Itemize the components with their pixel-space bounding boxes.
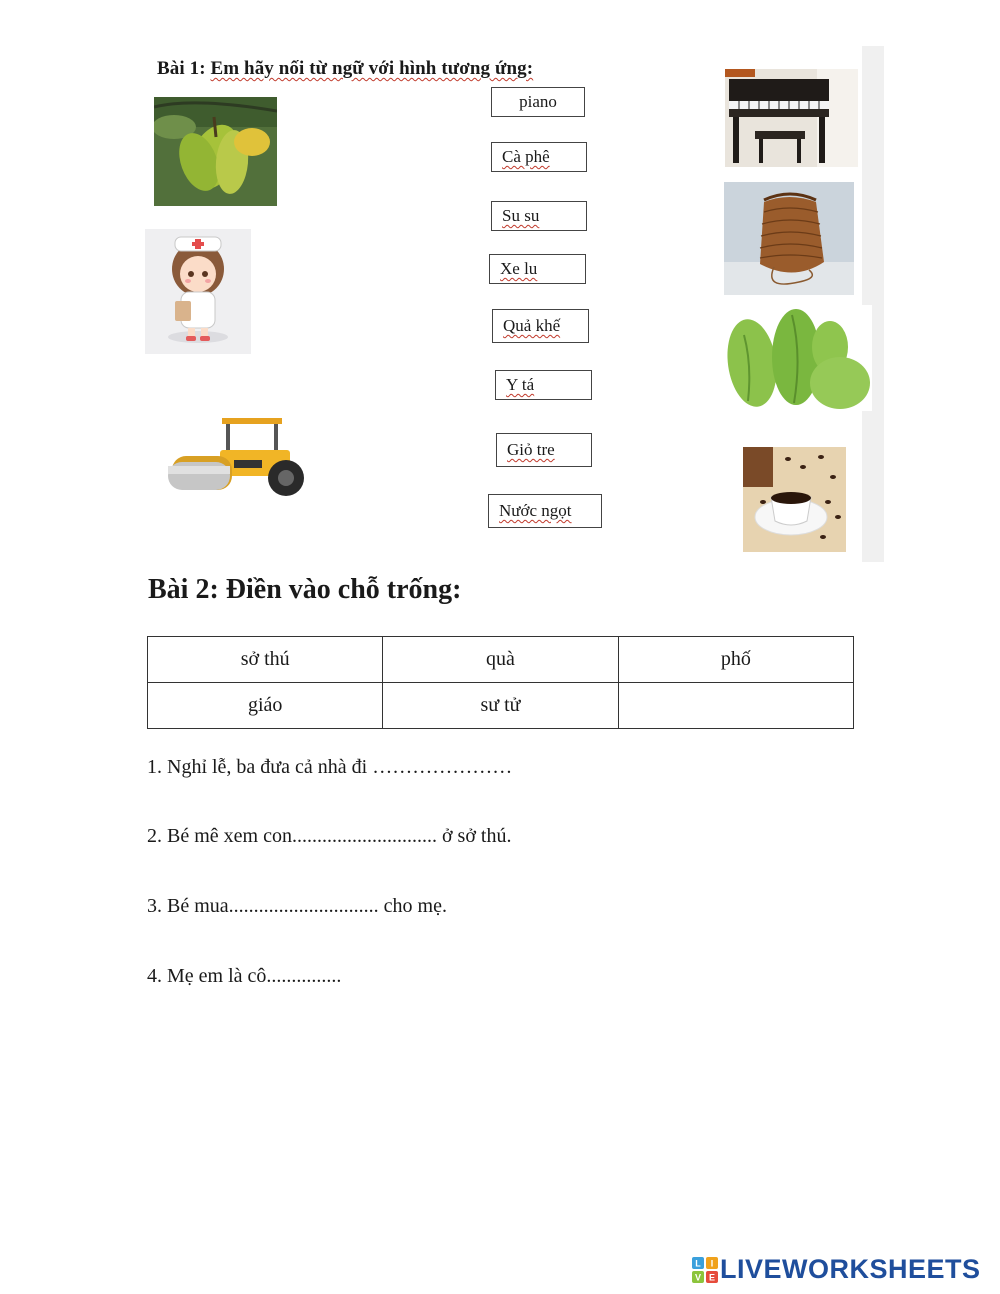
word-box-su-su[interactable] [491,201,587,231]
table-cell: phố [618,637,853,683]
sentence-1[interactable]: 1. Nghỉ lễ, ba đưa cả nhà đi ………………… [147,756,513,778]
sentence-2[interactable]: 2. Bé mê xem con............................. ở sở thú. [147,825,512,847]
sentence-3[interactable]: 3. Bé mua.............................. cho mẹ. [147,895,447,917]
liveworksheets-logo [692,1254,981,1285]
word-label: Xe lu [500,259,538,278]
badge-letter: V [694,1272,702,1282]
chayote-image[interactable] [722,305,872,411]
word-box-gio-tre[interactable] [496,433,592,467]
table-cell: giáo [148,683,383,729]
sentence-4[interactable]: 4. Mẹ em là cô............... [147,965,342,987]
brand-name: LIVEWORKSHEETS [720,1254,981,1284]
table-row [148,637,854,683]
table-cell [618,683,853,729]
word-label: Quả khế [503,316,561,335]
coffee-image[interactable] [743,447,846,552]
word-box-qua-khe[interactable] [492,309,589,343]
word-box-y-ta[interactable] [495,370,592,400]
table-row [148,683,854,729]
image-strip-edge [862,46,884,562]
word-label: piano [519,92,557,111]
exercise-1-instruction: Em hãy nối từ ngữ với hình tương ứng: [210,58,534,79]
badge-letter: L [695,1258,701,1268]
badge-letter: E [708,1272,716,1282]
word-box-nuoc-ngot[interactable] [488,494,602,528]
table-cell: quà [383,637,618,683]
road-roller-image[interactable] [162,414,312,500]
liveworksheets-badge-icon [692,1257,718,1283]
word-label: Giỏ tre [507,440,555,459]
exercise-1-title [157,58,533,80]
word-box-ca-phe[interactable] [491,142,587,172]
badge-letter: I [710,1258,714,1268]
word-box-piano[interactable] [491,87,585,117]
exercise-1-label: Bài 1: [157,58,211,79]
word-label: Nước ngọt [499,501,572,520]
word-box-xe-lu[interactable] [489,254,586,284]
bamboo-basket-image[interactable] [724,182,854,295]
table-cell: sư tử [383,683,618,729]
exercise-2-title: Bài 2: Điền vào chỗ trống: [148,574,462,605]
table-cell: sở thú [148,637,383,683]
word-label: Su su [502,206,540,225]
piano-image[interactable] [725,69,858,167]
word-label: Cà phê [502,147,550,166]
word-table [147,636,854,729]
nurse-image[interactable] [145,229,251,354]
starfruit-image[interactable] [154,97,277,206]
word-label: Y tá [506,375,535,394]
